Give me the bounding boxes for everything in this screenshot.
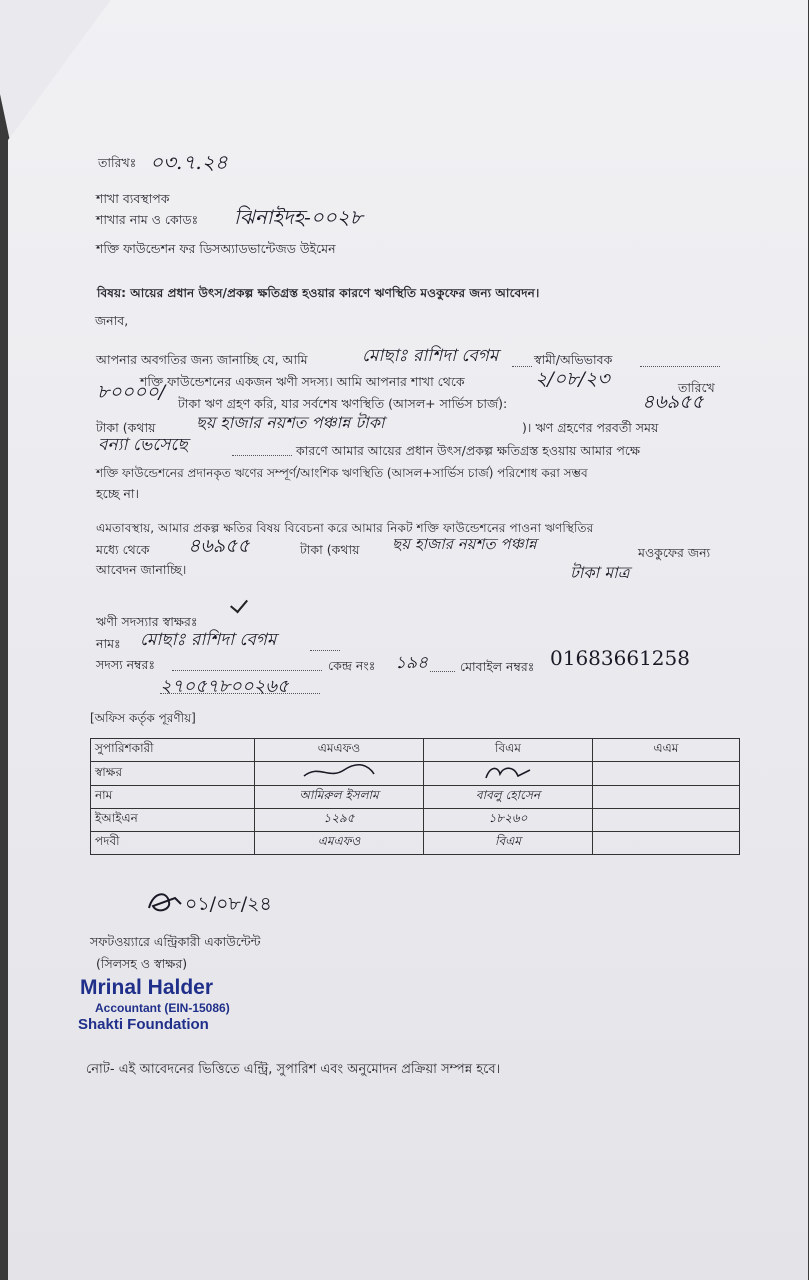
row-label: ইআইএন [91,809,255,832]
stamp-org: Shakti Foundation [78,1016,209,1033]
table-cell [593,786,740,809]
header-cell: এএম [593,739,740,762]
branch-value: ঝিনাইদহ-০০২৮ [234,205,363,229]
center-value: ১৯৪ [395,653,429,673]
table-cell: আমিরুল ইসলাম [255,786,424,809]
office-note: [অফিস কর্তৃক পূরণীয়] [90,711,196,725]
center-label: কেন্দ্র নংঃ [328,658,376,673]
loan-date: ২/০৮/২৩ [535,368,610,390]
accountant-signature-icon [145,888,185,918]
table-row [91,832,740,855]
mobile-label: মোবাইল নম্বরঃ [460,659,535,674]
mfo-signature-icon [299,762,379,782]
member-name-inline: মোছাঃ রাশিদা বেগম [362,346,499,366]
request-l3: আবেদন জানাচ্ছি। [96,562,187,577]
bm-signature-icon [478,762,538,782]
body-l2-date-label: তারিখে [678,380,715,395]
table-cell: ১২৯৫ [255,809,424,832]
request-l2-a: মধ্যে থেকে [96,542,150,557]
member-id-value: ২৭০৫৭৮০০২৬৫ [160,676,289,697]
stamp-role: Accountant (EIN-15086) [95,1001,230,1015]
signature-cell [424,762,593,786]
member-id-label: সদস্য নম্বরঃ [96,657,156,672]
table-cell: বাবলু হোসেন [424,786,593,809]
outstanding-in-words: ছয় হাজার নয়শত পঞ্চান্ন টাকা [196,413,385,432]
date-label: তারিখঃ [98,155,137,170]
body-l5: কারণে আমার আয়ের প্রধান উৎস/প্রকল্প ক্ষতিগ্রস্ত হওয়ায় আমার পক্ষে [296,443,640,458]
stamp-name: Mrinal Halder [80,976,214,999]
request-l2-c: মওকুফের জন্য [638,545,711,560]
header-cell: বিএম [424,739,593,762]
waiver-in-words: ছয় হাজার নয়শত পঞ্চান্ন [392,535,537,553]
waiver-amount: ৪৬৯৫৫ [188,535,250,557]
footnote: নোট- এই আবেদনের ভিত্তিতে এন্ট্রি, সুপারিশ এবং অনুমোদন প্রক্রিয়া সম্পন্ন হবে। [86,1062,501,1077]
header-cell: এমএফও [255,739,424,762]
signature-cell [255,762,424,786]
recommendation-table [90,738,740,855]
member-name-label: নামঃ [96,636,121,651]
row-label: স্বাক্ষর [91,762,255,786]
member-signature-label: ঋণী সদস্যার স্বাক্ষরঃ [96,614,198,629]
accountant-subtitle: (সিলসহ ও স্বাক্ষর) [96,956,188,971]
outstanding-amount: ৪৬৯৫৫ [642,391,704,413]
damage-reason: বন্যা ভেসেছে [98,435,188,455]
table-row [91,786,740,809]
signature-cell [593,762,740,786]
branch-label: শাখার নাম ও কোডঃ [96,212,199,227]
waiver-words-end: টাকা মাত্র [570,563,630,582]
table-cell: বিএম [424,832,593,855]
body-l4: টাকা (কথায় [96,420,156,435]
recipient-org: শক্তি ফাউন্ডেশন ফর ডিসঅ্যাডভান্টেজড উইমেন [96,241,336,256]
recipient-line1: শাখা ব্যবস্থাপক [96,191,170,206]
member-name-value: মোছাঃ রাশিদা বেগম [140,630,277,650]
table-cell [593,832,740,855]
accountant-date: ০১/০৮/২৪ [185,893,272,915]
row-label: নাম [91,786,255,809]
accountant-title: সফটওয়্যারে এন্ট্রিকারী একাউন্টেন্ট [90,934,261,949]
body-l2: শক্তি ফাউন্ডেশনের একজন ঋণী সদস্য। আমি আপনার শাখা থেকে [140,374,465,389]
request-l1: এমতাবস্থায়, আমার প্রকল্প ক্ষতির বিষয় বিবেচনা করে আমার নিকট শক্তি ফাউন্ডেশনের পাওনা ঋণস্থিতির [96,521,594,535]
signature-tick-mark [230,595,248,614]
body-l6: শক্তি ফাউন্ডেশনের প্রদানকৃত ঋণের সম্পূর্ণ/আংশিক ঋণস্থিতি (আসল+সার্ভিস চার্জ) পরিশোধ করা সম্ভব [96,466,588,480]
subject: বিষয়: আয়ের প্রধান উৎস/প্রকল্প ক্ষতিগ্রস্ত হওয়ার কারণে ঋণস্থিতি মওকুফের জন্য আবেদন। [97,286,540,300]
mobile-value: 01683661258 [550,646,690,670]
header-cell: সুপারিশকারী [91,739,255,762]
body-l7: হচ্ছে না। [96,486,139,501]
table-header-row [91,739,740,762]
salutation: জনাব, [95,313,129,328]
body-l1: আপনার অবগতির জন্য জানাচ্ছি যে, আমি [96,352,308,367]
table-cell [593,809,740,832]
body-l4-b: )। ঋণ গ্রহণের পরবর্তী সময় [522,420,659,435]
table-cell: ১৮২৬০ [424,809,593,832]
row-label: পদবী [91,832,255,855]
table-cell: এমএফও [255,832,424,855]
date-value: ০৩.৭.২৪ [150,150,228,174]
table-row [91,809,740,832]
request-l2-b: টাকা (কথায় [300,542,360,557]
body-l1-guardian: স্বামী/অভিভাবক [534,352,613,367]
table-row [91,762,740,786]
loan-amount: ৮০০০০/ [97,381,166,403]
body-l3: টাকা ঋণ গ্রহণ করি, যার সর্বশেষ ঋণস্থিতি (আসল+ সার্ভিস চার্জ): [178,396,508,411]
